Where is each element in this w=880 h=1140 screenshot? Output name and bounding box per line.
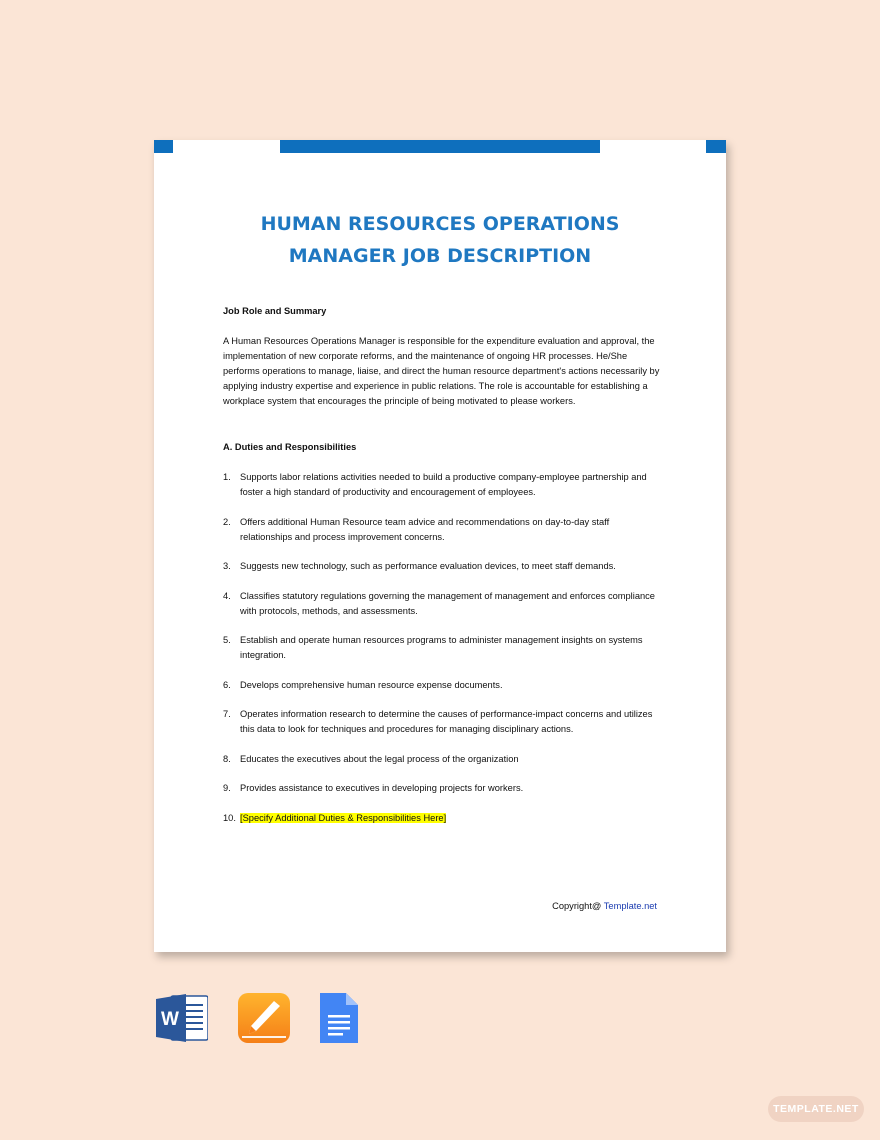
duty-number: 1. [223, 472, 231, 482]
duty-item [223, 515, 663, 545]
duty-number: 2. [223, 516, 231, 527]
duty-text: Classifies statutory regulations governing the management of management and enforces compliance with protocols, methods, and assessments. [240, 590, 655, 616]
duty-number: 8. [223, 753, 231, 764]
accent-bar-center [280, 140, 600, 153]
duty-item [223, 559, 663, 574]
role-summary: A Human Resources Operations Manager is responsible for the expenditure evaluation and approval, the implementation of new corporate reforms, and the maintenance of ongoing HR processes. He/She performs operations to manage, liaise, and direct the human resource department's actions necessarily by applying industry expertise and experience in public relations. The role is accountable for establishing a workplace system that encourages the principle of being motivated to please workers. [223, 336, 660, 406]
duty-text: Suggests new technology, such as performance evaluation devices, to meet staff demands. [240, 561, 616, 571]
copyright-label: Copyright@ [552, 901, 604, 911]
duty-item [223, 589, 663, 619]
duty-number: 10. [223, 812, 236, 823]
duty-item [223, 633, 663, 663]
duty-text: Establish and operate human resources programs to administer management insights on systems integration. [240, 635, 643, 660]
duty-text: Educates the executives about the legal process of the organization [240, 753, 519, 764]
word-icon[interactable] [156, 993, 208, 1043]
duty-number: 9. [223, 783, 231, 793]
duty-item [223, 707, 663, 737]
duty-placeholder-highlight: [Specify Additional Duties & Responsibilities Here] [240, 812, 447, 823]
copyright-line [552, 901, 657, 911]
duty-text: Develops comprehensive human resource expense documents. [240, 679, 503, 690]
duties-list [223, 470, 663, 826]
duty-number: 7. [223, 709, 231, 719]
duty-number: 5. [223, 635, 231, 645]
duty-item [223, 781, 663, 796]
google-docs-icon[interactable] [314, 993, 366, 1043]
pages-icon[interactable] [238, 993, 290, 1043]
title-line-2: MANAGER JOB DESCRIPTION [288, 245, 592, 267]
accent-bar-right [706, 140, 726, 153]
duty-item [223, 678, 663, 693]
duty-number: 3. [223, 561, 231, 571]
template-net-badge[interactable]: TEMPLATE.NET [768, 1096, 864, 1122]
duty-number: 4. [223, 590, 231, 601]
title-line-1: HUMAN RESOURCES OPERATIONS [260, 213, 620, 235]
duty-item [223, 470, 663, 500]
duty-text: Operates information research to determine the causes of performance-impact concerns and utilizes this data to look for techniques and procedures for managing disciplinary actions. [240, 709, 653, 734]
copyright-link[interactable]: Template.net [603, 901, 657, 911]
role-heading: Job Role and Summary [223, 306, 327, 316]
document-body [223, 304, 663, 840]
duty-text: Supports labor relations activities needed to build a productive company-employee partnership and foster a high standard of productivity and encouragement of employees. [240, 472, 647, 497]
duty-text: Offers additional Human Resource team advice and recommendations on day-to-day staff relationships and process improvement concerns. [240, 516, 610, 542]
accent-bar-left [154, 140, 173, 153]
duty-item [223, 811, 663, 826]
duties-heading: A. Duties and Responsibilities [223, 442, 357, 452]
document-page [154, 140, 726, 952]
duty-item [223, 752, 663, 767]
svg-text:W: W [161, 1009, 179, 1030]
document-title [154, 208, 726, 272]
duty-number: 6. [223, 679, 231, 690]
duty-text: Provides assistance to executives in developing projects for workers. [240, 783, 524, 793]
